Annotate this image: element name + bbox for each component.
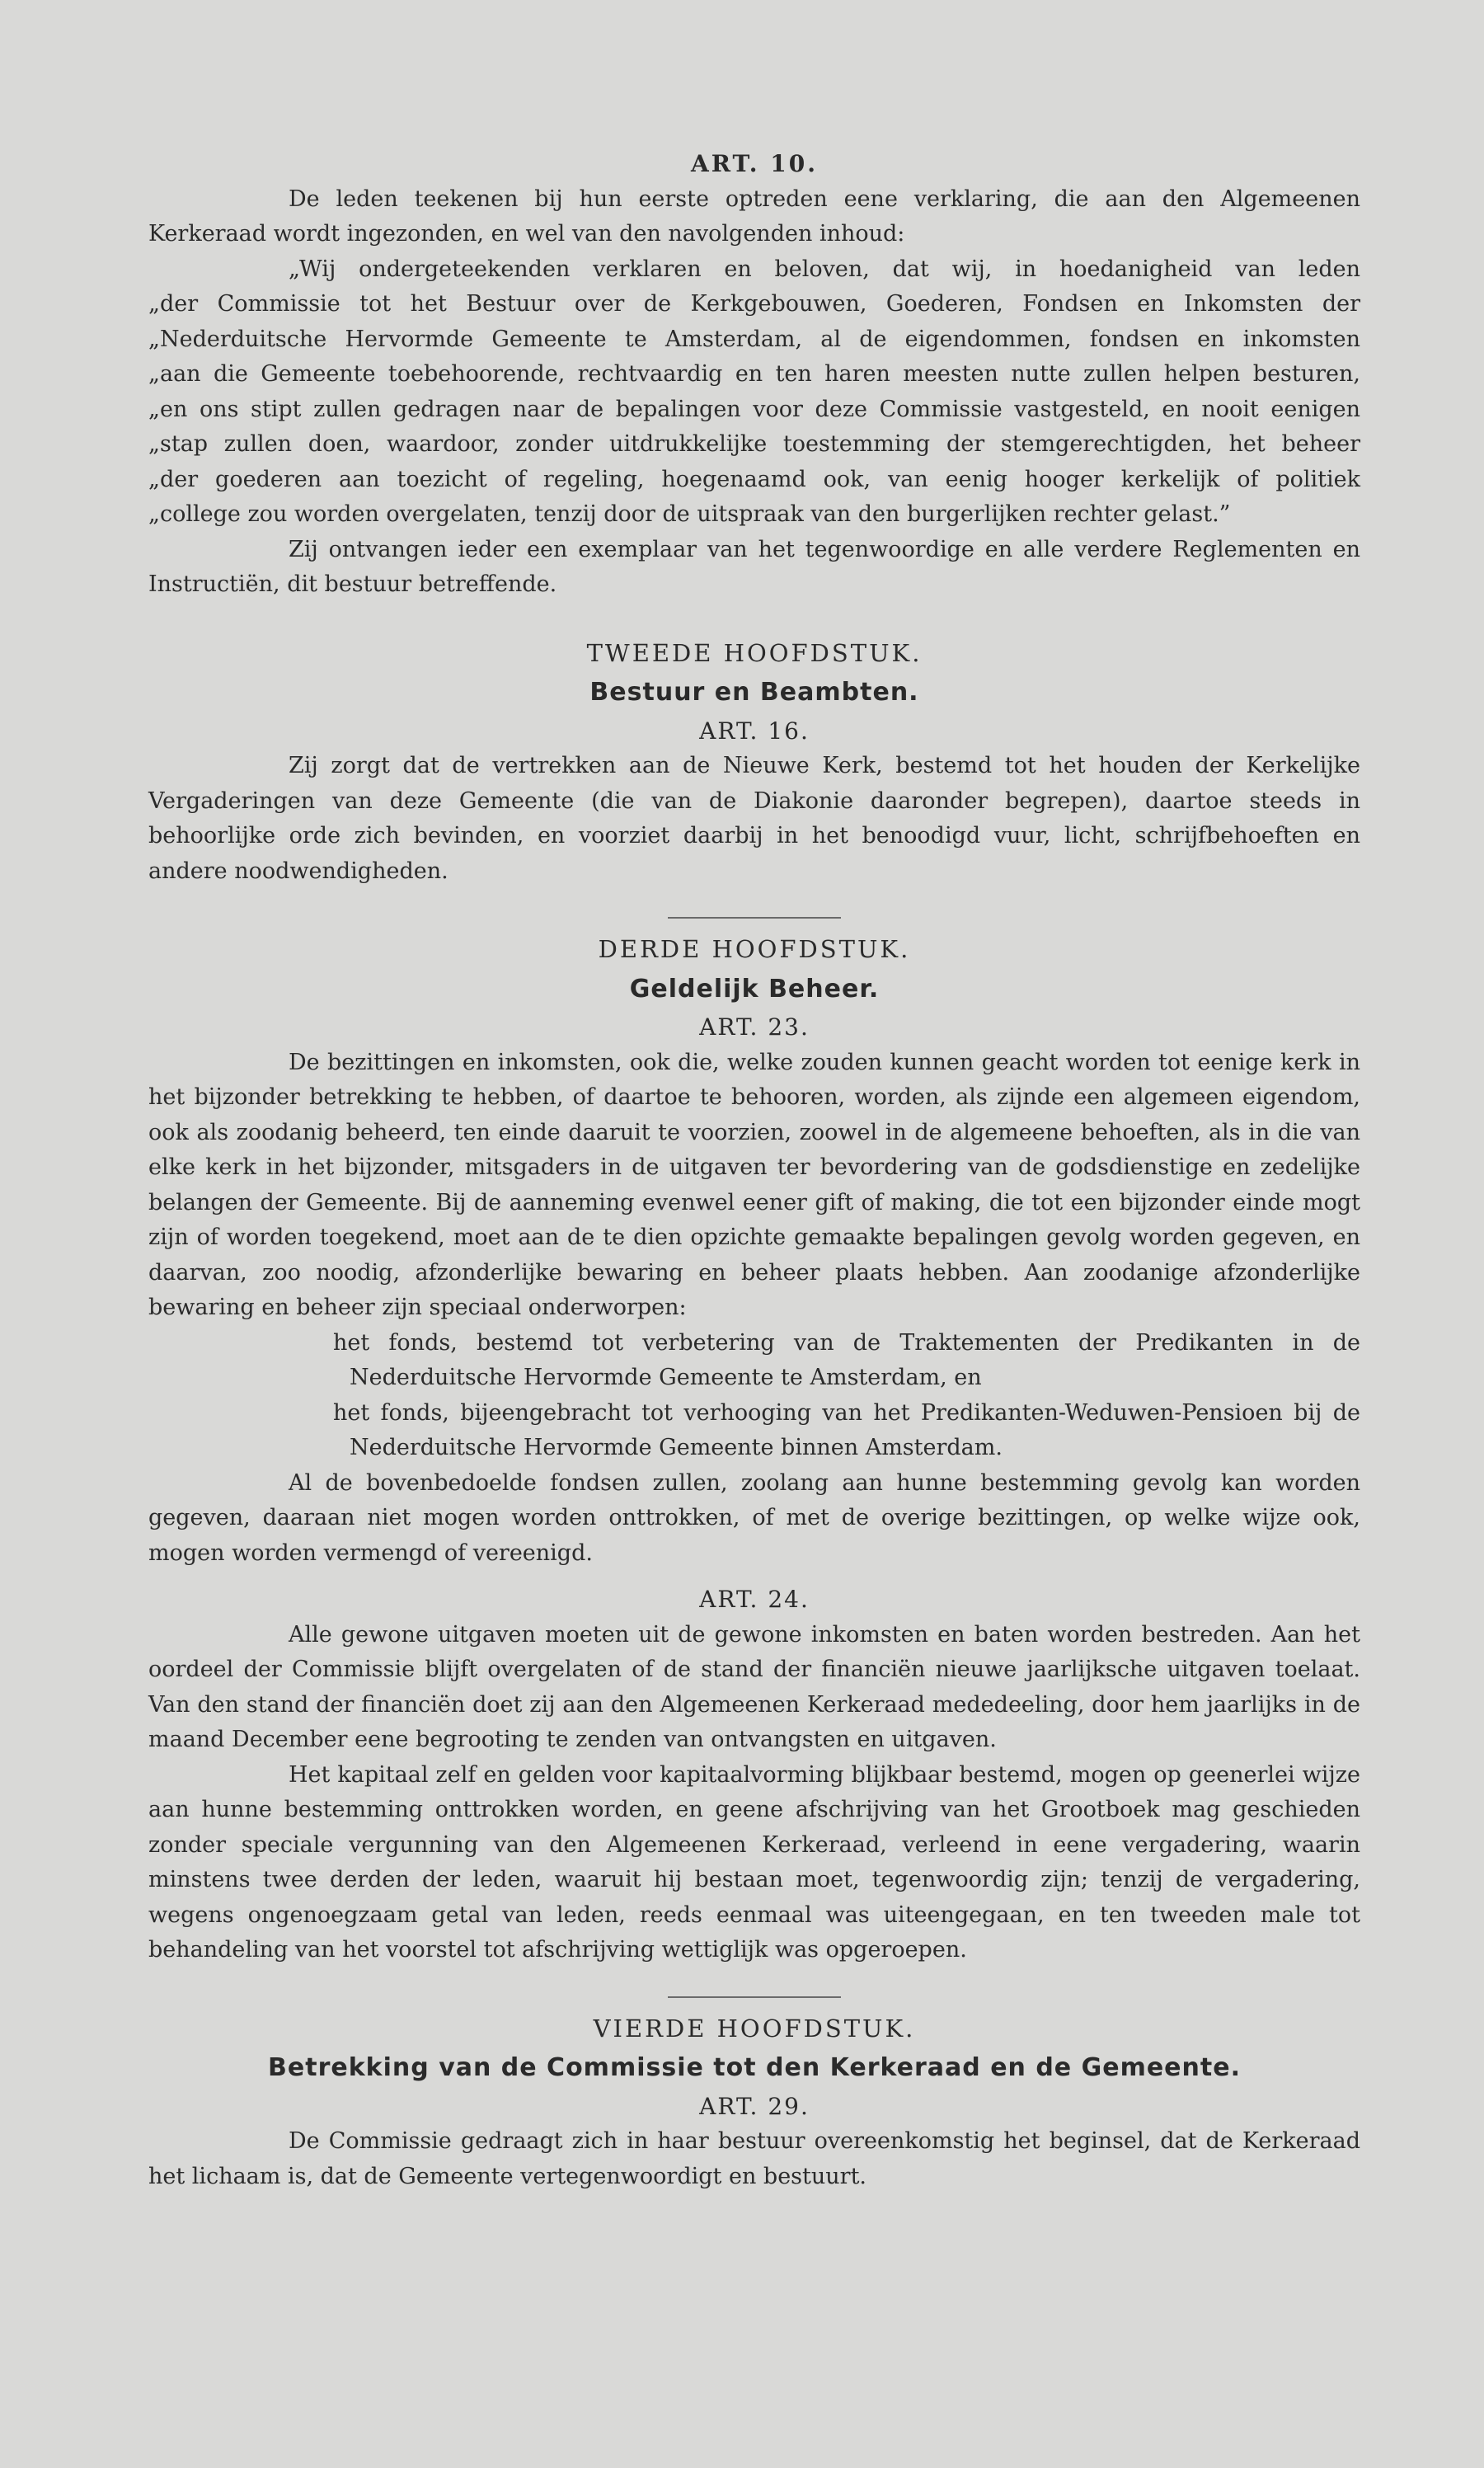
section-divider [668, 917, 841, 919]
article-16-heading: ART. 16. [699, 717, 810, 745]
quote-line: „der goederen aan toezicht of regeling, hoegenaamd ook, van eenig hooger kerkelijk of politiek [148, 466, 1360, 492]
section-divider [668, 1996, 841, 1998]
quote-line: „stap zullen doen, waardoor, zonder uitdrukkelijke toestemming der stemgerechtigden, het beheer [148, 431, 1360, 457]
quote-line: „aan die Gemeente toebehoorende, rechtvaardig en ten haren meesten nutte zullen helpen besturen, [148, 361, 1360, 387]
declaration-quote [148, 252, 1360, 533]
article-24-paragraph-2: Het kapitaal zelf en gelden voor kapitaalvorming blijkbaar bestemd, mogen op geenerlei wijze aan hunne bestemming onttrokken worden, en geene afschrijving van het Grootboek mag geschieden zonder speciale vergunning van den Algemeenen Kerkeraad, verleend in eene vergadering, waarin minstens twee derden der leden, waaruit hij bestaan moet, tegenwoordig zijn; tenzij de vergadering, wegens ongenoegzaam getal van leden, reeds eenmaal was uiteengegaan, en ten tweeden male tot behandeling van het voorstel tot afschrijving wettiglijk was opgeroepen. [148, 1761, 1360, 1963]
quote-line: „Nederduitsche Hervormde Gemeente te Amsterdam, al de eigendommen, fondsen en inkomsten [148, 326, 1360, 352]
fund-item-1: het fonds, bestemd tot verbetering van de Traktementen der Predikanten in de Nederduitsche Hervormde Gemeente te Amsterdam, en [333, 1329, 1360, 1390]
chapter-4-title: Betrekking van de Commissie tot den Kerkeraad en de Gemeente. [268, 2053, 1241, 2082]
chapter-3-title: Geldelijk Beheer. [629, 974, 880, 1004]
chapter-3-heading: DERDE HOOFDSTUK. [598, 935, 911, 963]
article-23-heading: ART. 23. [699, 1013, 810, 1041]
quote-line: „college zou worden overgelaten, tenzij door de uitspraak van den burgerlijken rechter gelast.” [148, 501, 1231, 527]
fund-item-2: het fonds, bijeengebracht tot verhooging van het Predikanten-Weduwen-Pensioen bij de Nederduitsche Hervormde Gemeente binnen Amsterdam. [333, 1399, 1360, 1460]
quote-line: „en ons stipt zullen gedragen naar de bepalingen voor deze Commissie vastgesteld, en nooit eenigen [148, 396, 1360, 422]
article-23-paragraph-1: De bezittingen en inkomsten, ook die, welke zouden kunnen geacht worden tot eenige kerk in het bijzonder betrekking te hebben, of daartoe te behooren, worden, als zijnde een algemeen eigendom, ook als zoodanig beheerd, ten einde daaruit te voorzien, zoowel in de algemeene behoeften, als in die van elke kerk in het bijzonder, mitsgaders in de uitgaven ter bevordering van de godsdienstige en zedelijke belangen der Gemeente. Bij de aanneming evenwel eener gift of making, die tot een bijzonder einde mogt zijn of worden toegekend, moet aan de te dien opzichte gemaakte bepalingen gevolg worden gegeven, en daarvan, zoo noodig, afzonderlijke bewaring en beheer plaats hebben. Aan zoodanige afzonderlijke bewaring en beheer zijn speciaal onderworpen: [148, 1049, 1360, 1320]
article-24-heading: ART. 24. [699, 1586, 810, 1613]
article-23-paragraph-2: Al de bovenbedoelde fondsen zullen, zoolang aan hunne bestemming gevolg kan worden gegeven, daaraan niet mogen worden onttrokken, of met de overige bezittingen, op welke wijze ook, mogen worden vermengd of vereenigd. [148, 1469, 1360, 1566]
article-24-paragraph-1: Alle gewone uitgaven moeten uit de gewone inkomsten en baten worden bestreden. Aan het oordeel der Commissie blijft overgelaten of de stand der financiën nieuwe jaarlijksche uitgaven toelaat. Van den stand der financiën doet zij aan den Algemeenen Kerkeraad mededeeling, door hem jaarlijks in de maand December eene begrooting te zenden van ontvangsten en uitgaven. [148, 1621, 1360, 1752]
article-10-heading: ART. 10. [691, 150, 818, 177]
article-16-paragraph: Zij zorgt dat de vertrekken aan de Nieuwe Kerk, bestemd tot het houden der Kerkelijke Vergaderingen van deze Gemeente (die van de Diakonie daaronder begrepen), daartoe steeds in behoorlijke orde zich bevinden, en voorziet daarbij in het benoodigd vuur, licht, schrijfbehoeften en andere noodwendigheden. [148, 753, 1360, 884]
text-column [148, 147, 1360, 2194]
chapter-2-title: Bestuur en Beambten. [589, 678, 919, 707]
article-29-heading: ART. 29. [699, 2092, 810, 2120]
article-29-paragraph: De Commissie gedraagt zich in haar bestuur overeenkomstig het beginsel, dat de Kerkeraad het lichaam is, dat de Gemeente vertegenwoordigt en bestuurt. [148, 2128, 1360, 2189]
quote-line: „der Commissie tot het Bestuur over de Kerkgebouwen, Goederen, Fondsen en Inkomsten der [148, 291, 1360, 317]
chapter-4-heading: VIERDE HOOFDSTUK. [593, 2014, 916, 2043]
article-10-paragraph-2: Zij ontvangen ieder een exemplaar van het tegenwoordige en alle verdere Reglementen en Instructiën, dit bestuur betreffende. [148, 536, 1360, 597]
quote-line: „Wij ondergeteekenden verklaren en beloven, dat wij, in hoedanigheid van leden [289, 256, 1360, 282]
article-10-paragraph-1: De leden teekenen bij hun eerste optreden eene verklaring, die aan den Algemeenen Kerkeraad wordt ingezonden, en wel van den navolgenden inhoud: [148, 186, 1360, 247]
chapter-2-heading: TWEEDE HOOFDSTUK. [586, 638, 923, 667]
